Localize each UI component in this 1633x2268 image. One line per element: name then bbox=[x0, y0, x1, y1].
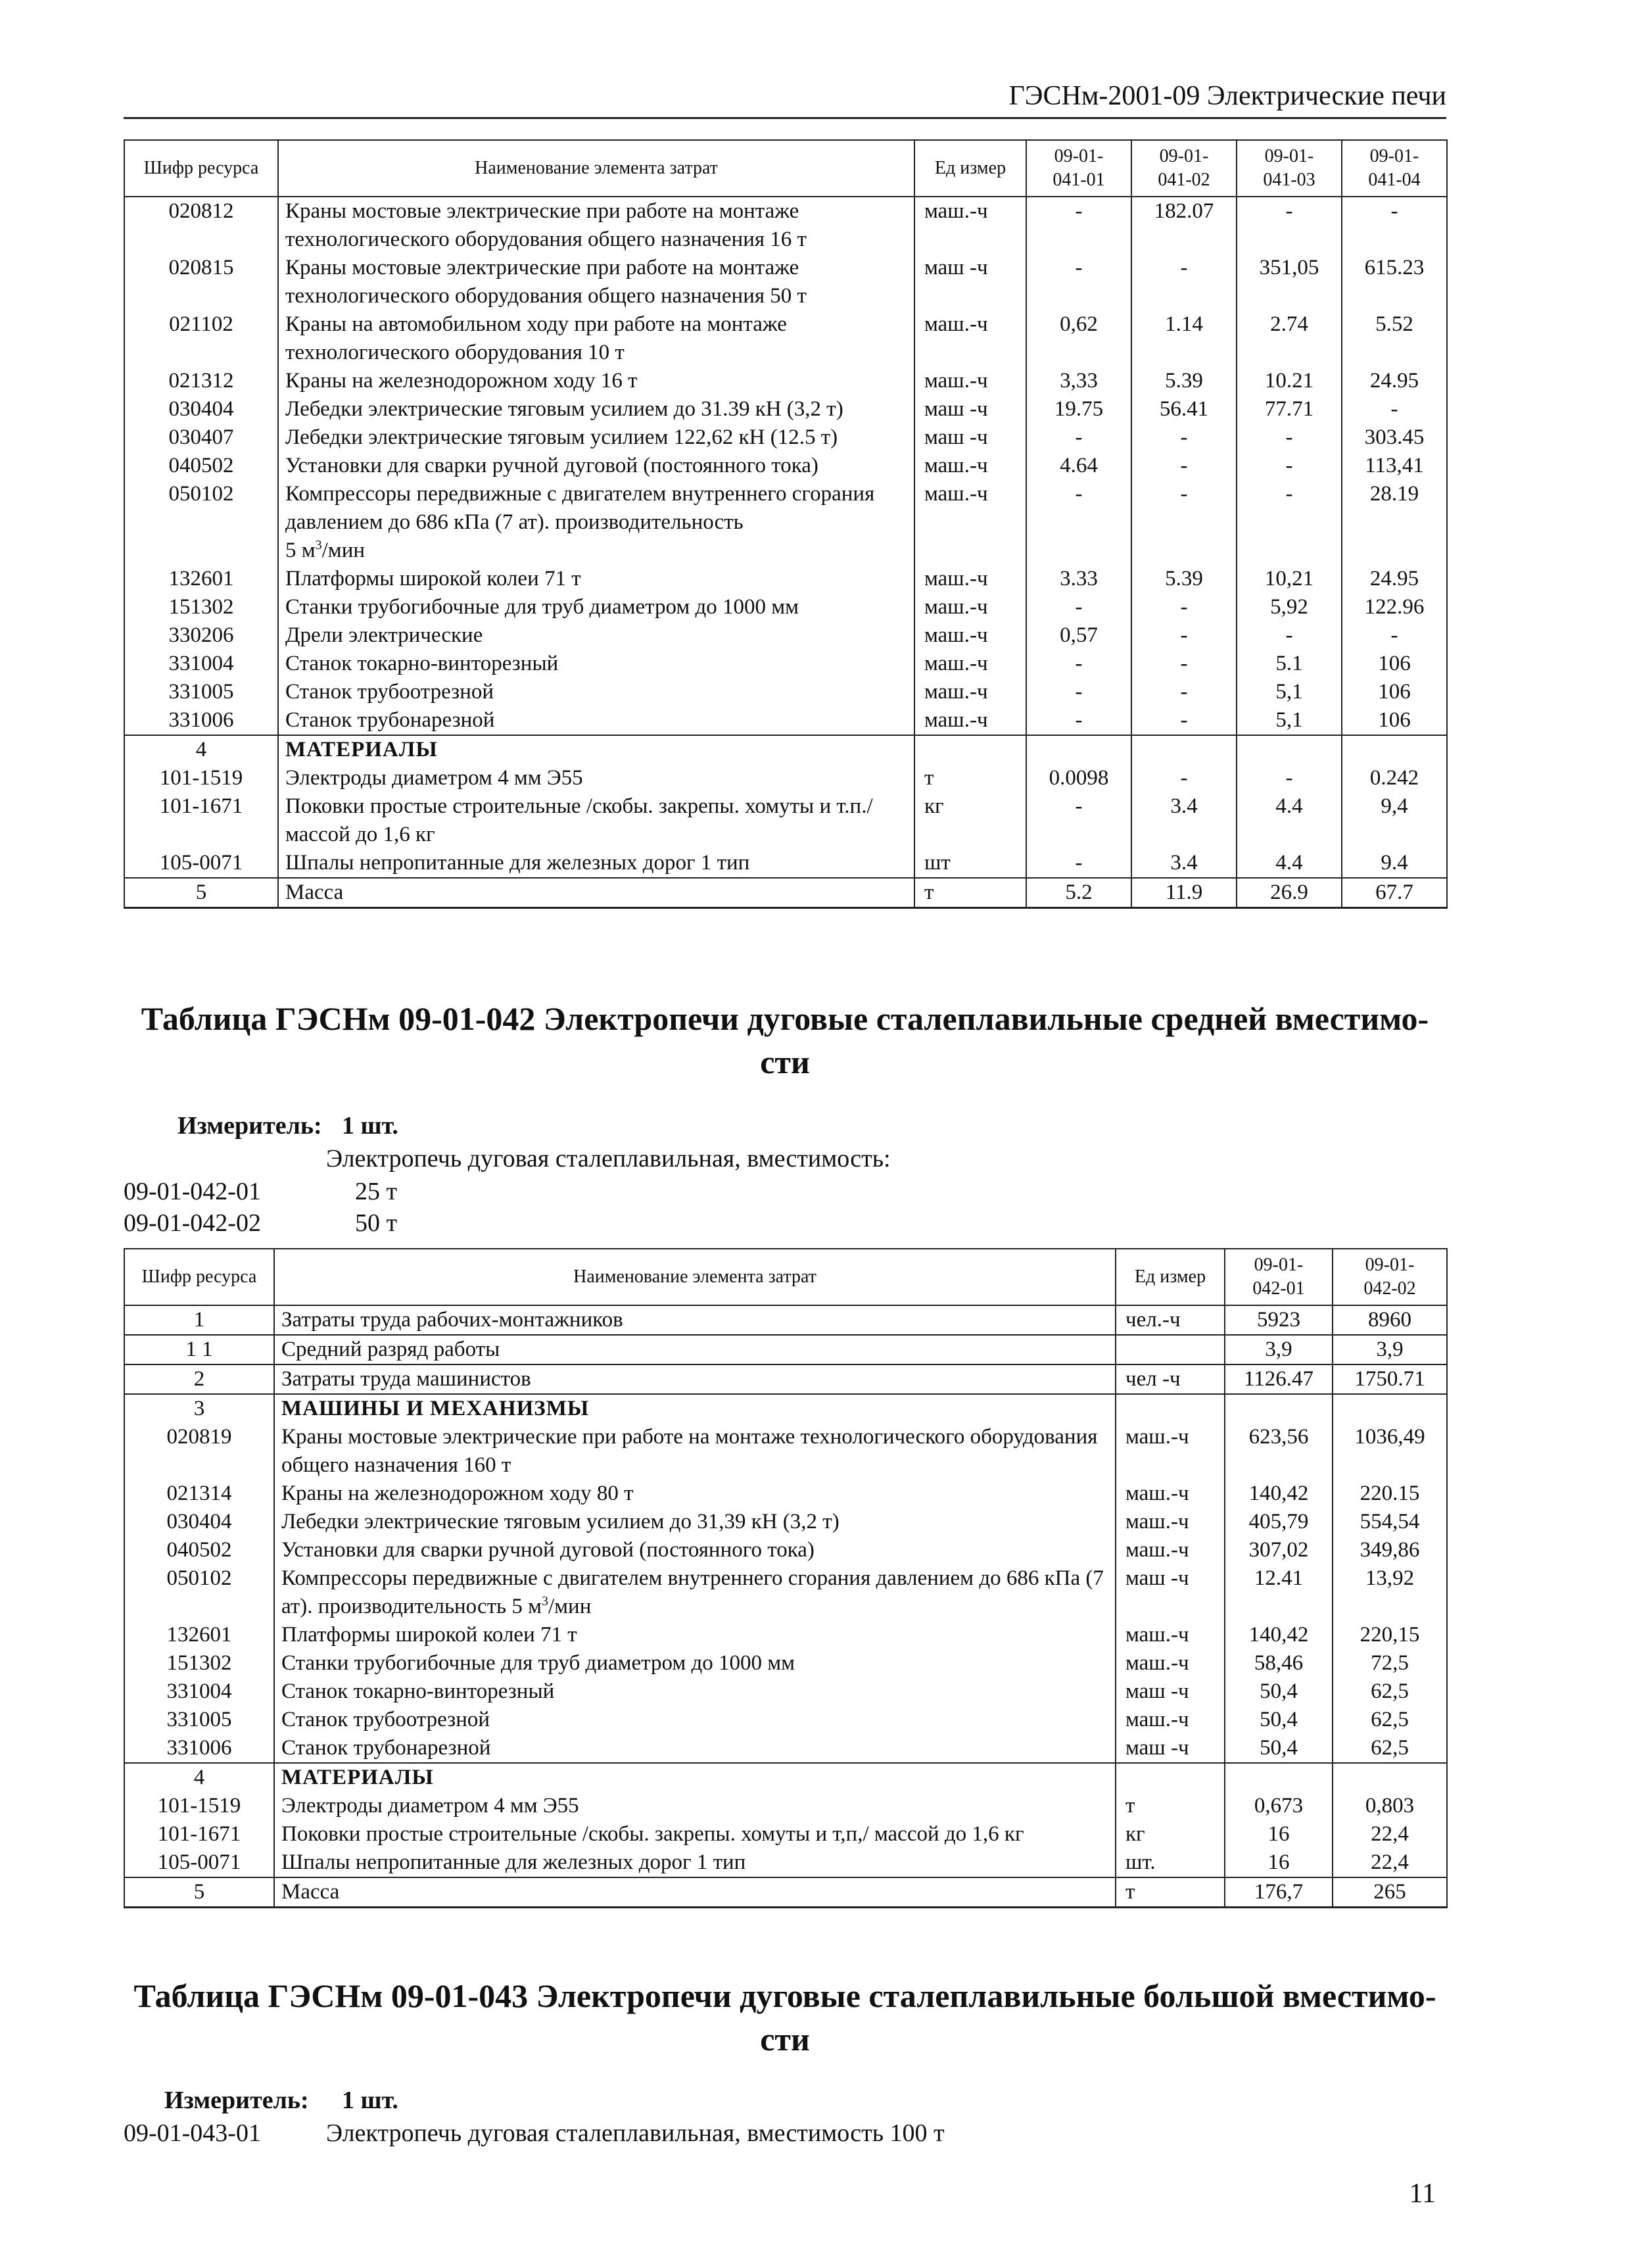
resource-code: 105-0071 bbox=[124, 1848, 274, 1877]
norm-value: 623,56 bbox=[1225, 1423, 1333, 1480]
norm-value: 10,21 bbox=[1237, 565, 1342, 593]
norm-value: - bbox=[1342, 395, 1447, 423]
table-row bbox=[124, 452, 1447, 480]
unit-of-measure: маш.-ч bbox=[1116, 1621, 1225, 1649]
resource-code: 105-0071 bbox=[124, 849, 278, 878]
norm-value: 9,4 bbox=[1342, 792, 1447, 849]
column-header: Наименование элемента затрат bbox=[274, 1249, 1116, 1305]
resource-code: 020812 bbox=[124, 197, 278, 254]
cost-element-name: Краны на автомобильном ходу при работе на монтаже технологического оборудования 10 т bbox=[278, 310, 914, 367]
norm-value: 50,4 bbox=[1225, 1677, 1333, 1706]
section-row bbox=[124, 1394, 1447, 1423]
norm-value: 77.71 bbox=[1237, 395, 1342, 423]
resource-code: 021312 bbox=[124, 367, 278, 395]
unit-of-measure: маш -ч bbox=[1116, 1564, 1225, 1621]
norm-value: - bbox=[1026, 197, 1131, 254]
unit-of-measure: т bbox=[1116, 1792, 1225, 1820]
section-number: 4 bbox=[124, 735, 278, 764]
cost-element-name: Электроды диаметром 4 мм Э55 bbox=[278, 764, 914, 792]
unit-of-measure: маш.-ч bbox=[914, 593, 1026, 621]
norm-value: 349,86 bbox=[1333, 1536, 1447, 1564]
norm-value: - bbox=[1131, 423, 1237, 452]
norm-value: 5.39 bbox=[1131, 565, 1237, 593]
norm-value: 5,1 bbox=[1237, 678, 1342, 706]
norm-value: 4.64 bbox=[1026, 452, 1131, 480]
table-row bbox=[124, 1305, 1447, 1335]
norm-value: 19.75 bbox=[1026, 395, 1131, 423]
table-row bbox=[124, 650, 1447, 678]
norm-value: - bbox=[1131, 706, 1237, 735]
norm-value: 11.9 bbox=[1131, 878, 1237, 908]
norm-value: 0,673 bbox=[1225, 1792, 1333, 1820]
norm-value: - bbox=[1131, 254, 1237, 310]
norm-value: 220,15 bbox=[1333, 1621, 1447, 1649]
norm-value: 0.0098 bbox=[1026, 764, 1131, 792]
empty-cell bbox=[1131, 735, 1237, 764]
table-row bbox=[124, 480, 1447, 565]
norm-value: - bbox=[1342, 621, 1447, 650]
column-header: Шифр ресурса bbox=[124, 140, 278, 197]
norm-value: 106 bbox=[1342, 706, 1447, 735]
item-text: Электропечь дуговая сталеплавильная, вместимость 100 т bbox=[326, 2119, 945, 2147]
resource-table-042 bbox=[124, 1248, 1448, 1908]
superscript: 3 bbox=[315, 538, 322, 552]
resource-code: 5 bbox=[124, 1877, 274, 1908]
norm-value: 22,4 bbox=[1333, 1820, 1447, 1848]
norm-value: - bbox=[1237, 452, 1342, 480]
norm-value: 67.7 bbox=[1342, 878, 1447, 908]
furnace-description: Электропечь дуговая сталеплавильная, вместимость: bbox=[326, 1145, 891, 1172]
column-header-code: 09-01- 041-01 bbox=[1026, 140, 1131, 197]
norm-value: 1126.47 bbox=[1225, 1364, 1333, 1394]
section-row bbox=[124, 1763, 1447, 1792]
section-heading: МАТЕРИАЛЫ bbox=[278, 735, 914, 764]
norm-value: - bbox=[1026, 423, 1131, 452]
section-heading: МАШИНЫ И МЕХАНИЗМЫ bbox=[274, 1394, 1116, 1423]
empty-cell bbox=[1026, 735, 1131, 764]
unit-of-measure: маш.-ч bbox=[914, 678, 1026, 706]
empty-cell bbox=[1116, 1763, 1225, 1792]
table-row bbox=[124, 1734, 1447, 1763]
norm-value: 58,46 bbox=[1225, 1649, 1333, 1677]
table-row bbox=[124, 1480, 1447, 1508]
resource-code: 050102 bbox=[124, 480, 278, 565]
table-row bbox=[124, 678, 1447, 706]
resource-code: 020819 bbox=[124, 1423, 274, 1480]
norm-value: 1750.71 bbox=[1333, 1364, 1447, 1394]
cost-element-name: Станок трубонарезной bbox=[278, 706, 914, 735]
cost-element-name: Компрессоры передвижные с двигателем внутреннего сгорания давлением до 686 кПа (7 ат). производительность 5 $м^3$/мин bbox=[274, 1564, 1116, 1621]
cost-element-name: Станок трубонарезной bbox=[274, 1734, 1116, 1763]
norm-value: 13,92 bbox=[1333, 1564, 1447, 1621]
norm-value: 50,4 bbox=[1225, 1706, 1333, 1734]
cost-element-name: Установки для сварки ручной дуговой (постоянного тока) bbox=[278, 452, 914, 480]
unit-of-measure: маш.-ч bbox=[1116, 1508, 1225, 1536]
cost-element-name: Масса bbox=[278, 878, 914, 908]
cost-element-name: Краны мостовые электрические при работе на монтаже технологического оборудования общего назначения 160 т bbox=[274, 1423, 1116, 1480]
norm-value: - bbox=[1026, 678, 1131, 706]
unit-of-measure: маш.-ч bbox=[914, 480, 1026, 565]
norm-value: 3,9 bbox=[1333, 1335, 1447, 1364]
table-header-row bbox=[124, 1249, 1447, 1305]
unit-of-measure: маш -ч bbox=[914, 423, 1026, 452]
norm-value: 0,57 bbox=[1026, 621, 1131, 650]
cost-element-name: Краны мостовые электрические при работе на монтаже технологического оборудования общего назначения 50 т bbox=[278, 254, 914, 310]
cost-element-name: Краны на железнодорожном ходу 16 т bbox=[278, 367, 914, 395]
section-number: 4 bbox=[124, 1763, 274, 1792]
cost-element-name: Поковки простые строительные /скобы. закрепы. хомуты и т,п,/ массой до 1,6 кг bbox=[274, 1820, 1116, 1848]
norm-value: - bbox=[1237, 764, 1342, 792]
norm-value: 5923 bbox=[1225, 1305, 1333, 1335]
cost-element-name: Станок трубоотрезной bbox=[278, 678, 914, 706]
table-row bbox=[124, 254, 1447, 310]
norm-value: - bbox=[1131, 678, 1237, 706]
resource-code: 331006 bbox=[124, 1734, 274, 1763]
unit-of-measure: шт. bbox=[1116, 1848, 1225, 1877]
resource-code: 331006 bbox=[124, 706, 278, 735]
norm-value: 0,803 bbox=[1333, 1792, 1447, 1820]
cost-element-name: Станки трубогибочные для труб диаметром до 1000 мм bbox=[274, 1649, 1116, 1677]
norm-value: 122.96 bbox=[1342, 593, 1447, 621]
cost-element-name: Платформы широкой колеи 71 т bbox=[274, 1621, 1116, 1649]
column-header: Наименование элемента затрат bbox=[278, 140, 914, 197]
norm-value: 140,42 bbox=[1225, 1480, 1333, 1508]
norm-value: 9.4 bbox=[1342, 849, 1447, 878]
unit-of-measure: маш -ч bbox=[914, 254, 1026, 310]
cost-element-name: Шпалы непропитанные для железных дорог 1 тип bbox=[274, 1848, 1116, 1877]
norm-value: - bbox=[1237, 621, 1342, 650]
cost-element-name: Масса bbox=[274, 1877, 1116, 1908]
empty-cell bbox=[1333, 1763, 1447, 1792]
norm-value: 615.23 bbox=[1342, 254, 1447, 310]
running-head: ГЭСНм-2001-09 Электрические печи bbox=[124, 80, 1446, 119]
table-row bbox=[124, 1621, 1447, 1649]
item-code: 09-01-043-01 bbox=[124, 2119, 261, 2147]
unit-of-measure: маш.-ч bbox=[1116, 1706, 1225, 1734]
table-row bbox=[124, 849, 1447, 878]
resource-code: 020815 bbox=[124, 254, 278, 310]
unit-of-measure: маш.-ч bbox=[914, 650, 1026, 678]
norm-value: - bbox=[1026, 706, 1131, 735]
cost-element-name: Платформы широкой колеи 71 т bbox=[278, 565, 914, 593]
resource-code: 132601 bbox=[124, 1621, 274, 1649]
norm-value: 303.45 bbox=[1342, 423, 1447, 452]
cost-element-name: Установки для сварки ручной дуговой (постоянного тока) bbox=[274, 1536, 1116, 1564]
norm-value: 4.4 bbox=[1237, 792, 1342, 849]
measure-label: Измеритель: bbox=[164, 2087, 309, 2114]
table-header-row bbox=[124, 140, 1447, 197]
column-header-code: 09-01- 041-03 bbox=[1237, 140, 1342, 197]
norm-value: 4.4 bbox=[1237, 849, 1342, 878]
unit-of-measure: маш.-ч bbox=[1116, 1649, 1225, 1677]
cost-element-name: Электроды диаметром 4 мм Э55 bbox=[274, 1792, 1116, 1820]
unit-of-measure: т bbox=[914, 878, 1026, 908]
unit-of-measure: маш.-ч bbox=[914, 621, 1026, 650]
cost-element-name: Лебедки электрические тяговым усилием до 31,39 кН (3,2 т) bbox=[274, 1508, 1116, 1536]
norm-value: - bbox=[1131, 452, 1237, 480]
resource-code: 1 bbox=[124, 1305, 274, 1335]
cost-element-name: Затраты труда рабочих-монтажников bbox=[274, 1305, 1116, 1335]
norm-value: 8960 bbox=[1333, 1305, 1447, 1335]
norm-value: 3.4 bbox=[1131, 792, 1237, 849]
table-row bbox=[124, 764, 1447, 792]
resource-code: 331005 bbox=[124, 1706, 274, 1734]
page-number: 11 bbox=[1409, 2179, 1436, 2209]
resource-code: 040502 bbox=[124, 452, 278, 480]
resource-table-041 bbox=[124, 139, 1448, 909]
norm-value: 5.2 bbox=[1026, 878, 1131, 908]
unit-of-measure: маш.-ч bbox=[914, 706, 1026, 735]
column-header-code: 09-01- 042-01 bbox=[1225, 1249, 1333, 1305]
norm-value: 307,02 bbox=[1225, 1536, 1333, 1564]
norm-value: - bbox=[1237, 480, 1342, 565]
section-heading: МАТЕРИАЛЫ bbox=[274, 1763, 1116, 1792]
norm-value: 62,5 bbox=[1333, 1677, 1447, 1706]
resource-code: 040502 bbox=[124, 1536, 274, 1564]
norm-value: 106 bbox=[1342, 678, 1447, 706]
norm-value: 5,92 bbox=[1237, 593, 1342, 621]
table-row bbox=[124, 1820, 1447, 1848]
norm-value: 10.21 bbox=[1237, 367, 1342, 395]
norm-value: 24.95 bbox=[1342, 565, 1447, 593]
norm-value: 113,41 bbox=[1342, 452, 1447, 480]
unit-of-measure bbox=[1116, 1335, 1225, 1364]
resource-code: 101-1519 bbox=[124, 1792, 274, 1820]
norm-value: 16 bbox=[1225, 1820, 1333, 1848]
resource-code: 030404 bbox=[124, 1508, 274, 1536]
norm-value: 182.07 bbox=[1131, 197, 1237, 254]
cost-element-name: Компрессоры передвижные с двигателем внутреннего сгорания давлением до 686 кПа (7 ат). производительность 5 $м^3$/мин bbox=[278, 480, 914, 565]
table-row bbox=[124, 1706, 1447, 1734]
norm-value: 62,5 bbox=[1333, 1734, 1447, 1763]
table-row bbox=[124, 1536, 1447, 1564]
norm-value: 106 bbox=[1342, 650, 1447, 678]
norm-value: - bbox=[1131, 621, 1237, 650]
norm-value: 3.33 bbox=[1026, 565, 1131, 593]
table-row bbox=[124, 1564, 1447, 1621]
norm-value: 5,1 bbox=[1237, 706, 1342, 735]
unit-of-measure: т bbox=[914, 764, 1026, 792]
norm-value: 5.39 bbox=[1131, 367, 1237, 395]
norm-value: - bbox=[1026, 593, 1131, 621]
norm-value: 24.95 bbox=[1342, 367, 1447, 395]
norm-value: 1.14 bbox=[1131, 310, 1237, 367]
resource-code: 331004 bbox=[124, 1677, 274, 1706]
resource-code: 101-1519 bbox=[124, 764, 278, 792]
column-header: Ед измер bbox=[914, 140, 1026, 197]
table-row bbox=[124, 197, 1447, 254]
unit-of-measure: чел.-ч bbox=[1116, 1305, 1225, 1335]
section-row bbox=[124, 735, 1447, 764]
table-title-042: Таблица ГЭСНм 09-01-042 Электропечи дуговые сталеплавильные средней вместимо- сти bbox=[141, 1000, 1429, 1080]
norm-value: 12.41 bbox=[1225, 1564, 1333, 1621]
resource-code: 021102 bbox=[124, 310, 278, 367]
norm-value: - bbox=[1026, 650, 1131, 678]
norm-value: 0,62 bbox=[1026, 310, 1131, 367]
table-title-043: Таблица ГЭСНм 09-01-043 Электропечи дуговые сталеплавильные большой вместимо- сти bbox=[133, 1977, 1436, 2058]
norm-value: - bbox=[1026, 792, 1131, 849]
norm-value: 265 bbox=[1333, 1877, 1447, 1908]
empty-cell bbox=[1342, 735, 1447, 764]
norm-value: - bbox=[1237, 197, 1342, 254]
column-header: Шифр ресурса bbox=[124, 1249, 274, 1305]
resource-code: 101-1671 bbox=[124, 1820, 274, 1848]
measure-label: Измеритель: bbox=[178, 1112, 322, 1140]
resource-code: 5 bbox=[124, 878, 278, 908]
unit-of-measure: маш.-ч bbox=[914, 310, 1026, 367]
table-row bbox=[124, 1364, 1447, 1394]
unit-of-measure: маш.-ч bbox=[1116, 1423, 1225, 1480]
table-row bbox=[124, 423, 1447, 452]
norm-value: 22,4 bbox=[1333, 1848, 1447, 1877]
resource-code: 330206 bbox=[124, 621, 278, 650]
cost-element-name: Лебедки электрические тяговым усилием 122,62 кН (12.5 т) bbox=[278, 423, 914, 452]
column-header-code: 09-01- 041-02 bbox=[1131, 140, 1237, 197]
unit-of-measure: маш -ч bbox=[1116, 1734, 1225, 1763]
table-row bbox=[124, 1649, 1447, 1677]
norm-value: 351,05 bbox=[1237, 254, 1342, 310]
table-row bbox=[124, 621, 1447, 650]
table-row bbox=[124, 1508, 1447, 1536]
unit-of-measure: кг bbox=[1116, 1820, 1225, 1848]
norm-value: 26.9 bbox=[1237, 878, 1342, 908]
item-code: 09-01-042-01 bbox=[124, 1178, 261, 1205]
unit-of-measure: маш.-ч bbox=[914, 565, 1026, 593]
cost-element-name: Краны на железнодорожном ходу 80 т bbox=[274, 1480, 1116, 1508]
item-text: 25 т bbox=[355, 1178, 398, 1205]
norm-value: 3.4 bbox=[1131, 849, 1237, 878]
unit-of-measure: маш.-ч bbox=[1116, 1536, 1225, 1564]
resource-code: 331005 bbox=[124, 678, 278, 706]
table-row bbox=[124, 1335, 1447, 1364]
norm-value: - bbox=[1026, 254, 1131, 310]
table-row bbox=[124, 1677, 1447, 1706]
cost-element-name: Средний разряд работы bbox=[274, 1335, 1116, 1364]
empty-cell bbox=[1225, 1394, 1333, 1423]
resource-code: 030404 bbox=[124, 395, 278, 423]
unit-of-measure: маш.-ч bbox=[1116, 1480, 1225, 1508]
norm-value: - bbox=[1237, 423, 1342, 452]
superscript: 3 bbox=[541, 1594, 548, 1608]
norm-value: - bbox=[1342, 197, 1447, 254]
unit-of-measure: маш.-ч bbox=[914, 367, 1026, 395]
section-number: 3 bbox=[124, 1394, 274, 1423]
norm-value: - bbox=[1131, 593, 1237, 621]
table-row bbox=[124, 310, 1447, 367]
resource-code: 151302 bbox=[124, 1649, 274, 1677]
resource-code: 2 bbox=[124, 1364, 274, 1394]
resource-code: 132601 bbox=[124, 565, 278, 593]
table-row bbox=[124, 367, 1447, 395]
norm-value: 5.52 bbox=[1342, 310, 1447, 367]
norm-value: 1036,49 bbox=[1333, 1423, 1447, 1480]
norm-value: 220.15 bbox=[1333, 1480, 1447, 1508]
column-header-code: 09-01- 041-04 bbox=[1342, 140, 1447, 197]
resource-code: 050102 bbox=[124, 1564, 274, 1621]
table-row bbox=[124, 565, 1447, 593]
norm-value: 5.1 bbox=[1237, 650, 1342, 678]
table-row bbox=[124, 593, 1447, 621]
norm-value: 3,9 bbox=[1225, 1335, 1333, 1364]
norm-value: 62,5 bbox=[1333, 1706, 1447, 1734]
unit-of-measure: чел -ч bbox=[1116, 1364, 1225, 1394]
cost-element-name: Дрели электрические bbox=[278, 621, 914, 650]
measure-value: 1 шт. bbox=[342, 1112, 398, 1140]
cost-element-name: Станок токарно-винторезный bbox=[274, 1677, 1116, 1706]
resource-code: 1 1 bbox=[124, 1335, 274, 1364]
norm-value: - bbox=[1026, 480, 1131, 565]
cost-element-name: Краны мостовые электрические при работе на монтаже технологического оборудования общего назначения 16 т bbox=[278, 197, 914, 254]
norm-value: 140,42 bbox=[1225, 1621, 1333, 1649]
unit-of-measure: кг bbox=[914, 792, 1026, 849]
norm-value: 72,5 bbox=[1333, 1649, 1447, 1677]
norm-value: 405,79 bbox=[1225, 1508, 1333, 1536]
table-row bbox=[124, 878, 1447, 908]
resource-code: 151302 bbox=[124, 593, 278, 621]
cost-element-name: Станок токарно-винторезный bbox=[278, 650, 914, 678]
norm-value: - bbox=[1131, 650, 1237, 678]
column-header: Ед измер bbox=[1116, 1249, 1225, 1305]
column-header-code: 09-01- 042-02 bbox=[1333, 1249, 1447, 1305]
norm-value: - bbox=[1131, 764, 1237, 792]
norm-value: - bbox=[1131, 480, 1237, 565]
table-row bbox=[124, 1423, 1447, 1480]
measure-value: 1 шт. bbox=[342, 2087, 398, 2114]
norm-value: 50,4 bbox=[1225, 1734, 1333, 1763]
empty-cell bbox=[1333, 1394, 1447, 1423]
norm-value: 0.242 bbox=[1342, 764, 1447, 792]
unit-of-measure: маш.-ч bbox=[914, 452, 1026, 480]
table-row bbox=[124, 1792, 1447, 1820]
table-row bbox=[124, 792, 1447, 849]
resource-code: 101-1671 bbox=[124, 792, 278, 849]
empty-cell bbox=[1225, 1763, 1333, 1792]
empty-cell bbox=[1237, 735, 1342, 764]
table-row bbox=[124, 395, 1447, 423]
item-code: 09-01-042-02 bbox=[124, 1209, 261, 1237]
resource-code: 331004 bbox=[124, 650, 278, 678]
norm-value: 176,7 bbox=[1225, 1877, 1333, 1908]
resource-code: 021314 bbox=[124, 1480, 274, 1508]
cost-element-name: Шпалы непропитанные для железных дорог 1 тип bbox=[278, 849, 914, 878]
table-row bbox=[124, 1877, 1447, 1908]
norm-value: - bbox=[1026, 849, 1131, 878]
norm-value: 56.41 bbox=[1131, 395, 1237, 423]
unit-of-measure: маш -ч bbox=[1116, 1677, 1225, 1706]
item-text: 50 т bbox=[355, 1209, 398, 1237]
norm-value: 28.19 bbox=[1342, 480, 1447, 565]
cost-element-name: Поковки простые строительные /скобы. закрепы. хомуты и т.п./ массой до 1,6 кг bbox=[278, 792, 914, 849]
unit-of-measure: шт bbox=[914, 849, 1026, 878]
cost-element-name: Станки трубогибочные для труб диаметром до 1000 мм bbox=[278, 593, 914, 621]
table-row bbox=[124, 1848, 1447, 1877]
cost-element-name: Затраты труда машинистов bbox=[274, 1364, 1116, 1394]
unit-of-measure: маш -ч bbox=[914, 395, 1026, 423]
norm-value: 16 bbox=[1225, 1848, 1333, 1877]
resource-code: 030407 bbox=[124, 423, 278, 452]
cost-element-name: Лебедки электрические тяговым усилием до 31.39 кН (3,2 т) bbox=[278, 395, 914, 423]
cost-element-name: Станок трубоотрезной bbox=[274, 1706, 1116, 1734]
empty-cell bbox=[914, 735, 1026, 764]
unit-of-measure: т bbox=[1116, 1877, 1225, 1908]
norm-value: 2.74 bbox=[1237, 310, 1342, 367]
table-row bbox=[124, 706, 1447, 735]
unit-of-measure: маш.-ч bbox=[914, 197, 1026, 254]
norm-value: 3,33 bbox=[1026, 367, 1131, 395]
norm-value: 554,54 bbox=[1333, 1508, 1447, 1536]
empty-cell bbox=[1116, 1394, 1225, 1423]
